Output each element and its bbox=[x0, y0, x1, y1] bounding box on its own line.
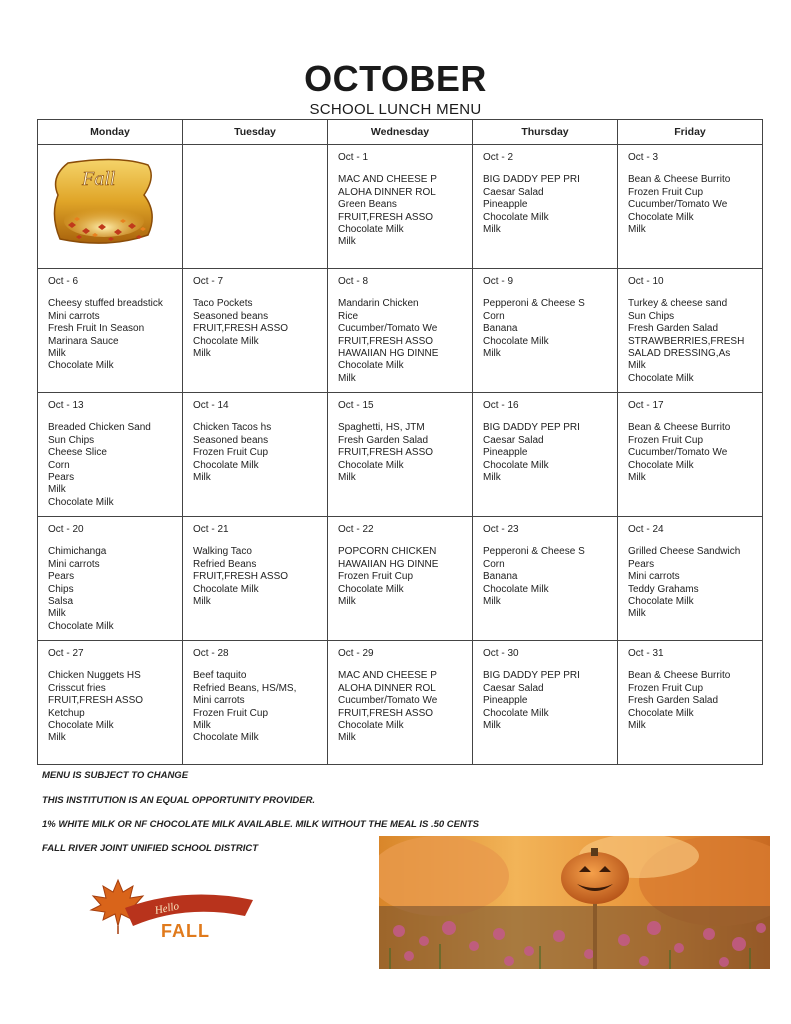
menu-item: Fresh Garden Salad bbox=[338, 434, 429, 446]
menu-day-cell bbox=[473, 393, 618, 517]
menu-date: Oct - 20 bbox=[48, 524, 84, 535]
menu-day-cell bbox=[38, 517, 183, 641]
menu-item: Grilled Cheese Sandwich bbox=[628, 546, 741, 558]
menu-item: Milk bbox=[48, 732, 66, 744]
menu-date: Oct - 28 bbox=[193, 648, 229, 659]
menu-item: Cucumber/Tomato We bbox=[628, 447, 728, 459]
menu-date: Oct - 6 bbox=[48, 276, 79, 287]
menu-day-cell bbox=[183, 269, 328, 393]
menu-item: HAWAIIAN HG DINNE bbox=[338, 558, 439, 570]
menu-item: Chocolate Milk bbox=[338, 720, 404, 732]
menu-day-cell bbox=[38, 641, 183, 765]
menu-item: Corn bbox=[48, 459, 70, 471]
footer-note-milk: 1% WHITE MILK OR NF CHOCOLATE MILK AVAILABLE. MILK WITHOUT THE MEAL IS .50 CENTS bbox=[42, 819, 479, 830]
menu-day-cell bbox=[328, 517, 473, 641]
menu-date: Oct - 23 bbox=[483, 524, 519, 535]
menu-item: Chocolate Milk bbox=[193, 583, 259, 595]
day-header-thursday: Thursday bbox=[473, 120, 618, 145]
menu-item: Corn bbox=[483, 310, 505, 322]
menu-item: Pineapple bbox=[483, 199, 528, 211]
menu-item: Chimichanga bbox=[48, 546, 107, 558]
menu-item: Bean & Cheese Burrito bbox=[628, 422, 731, 434]
menu-day-cell bbox=[328, 393, 473, 517]
menu-item: BIG DADDY PEP PRI bbox=[483, 174, 580, 186]
menu-item: Chocolate Milk bbox=[628, 596, 694, 608]
menu-item: Mini carrots bbox=[193, 695, 245, 707]
menu-item: Chocolate Milk bbox=[628, 459, 694, 471]
menu-date: Oct - 21 bbox=[193, 524, 229, 535]
menu-day-cell bbox=[618, 393, 763, 517]
menu-item: Chips bbox=[48, 583, 74, 595]
menu-week-row bbox=[38, 641, 763, 765]
menu-day-cell bbox=[473, 641, 618, 765]
menu-day-cell bbox=[328, 269, 473, 393]
fall-text: FALL bbox=[161, 921, 210, 941]
menu-item: Chicken Nuggets HS bbox=[48, 670, 141, 682]
menu-item: Bean & Cheese Burrito bbox=[628, 670, 731, 682]
menu-day-cell bbox=[473, 517, 618, 641]
menu-item: Milk bbox=[483, 348, 501, 360]
menu-day-cell bbox=[328, 145, 473, 269]
weekday-header-row bbox=[38, 120, 763, 145]
menu-date: Oct - 3 bbox=[628, 152, 659, 163]
menu-item: Chocolate Milk bbox=[483, 583, 549, 595]
menu-item: Frozen Fruit Cup bbox=[628, 434, 704, 446]
menu-item: Frozen Fruit Cup bbox=[193, 447, 269, 459]
menu-item: Milk bbox=[338, 472, 356, 484]
menu-date: Oct - 24 bbox=[628, 524, 664, 535]
menu-item: Caesar Salad bbox=[483, 682, 544, 694]
menu-item: Crisscut fries bbox=[48, 682, 106, 694]
menu-item: Corn bbox=[483, 558, 505, 570]
menu-item: FRUIT,FRESH ASSO bbox=[193, 323, 289, 335]
menu-day-cell bbox=[618, 145, 763, 269]
menu-date: Oct - 2 bbox=[483, 152, 514, 163]
day-header-tuesday: Tuesday bbox=[183, 120, 328, 145]
menu-item: Milk bbox=[628, 720, 646, 732]
menu-date: Oct - 7 bbox=[193, 276, 224, 287]
menu-item: Milk bbox=[193, 348, 211, 360]
menu-item: Caesar Salad bbox=[483, 434, 544, 446]
page-subtitle: SCHOOL LUNCH MENU bbox=[309, 101, 482, 118]
menu-item: Frozen Fruit Cup bbox=[338, 571, 414, 583]
menu-item: Chocolate Milk bbox=[193, 459, 259, 471]
menu-date: Oct - 16 bbox=[483, 400, 519, 411]
menu-date: Oct - 13 bbox=[48, 400, 84, 411]
menu-item: Cucumber/Tomato We bbox=[338, 323, 438, 335]
menu-item: Turkey & cheese sand bbox=[628, 298, 728, 310]
menu-item: Refried Beans bbox=[193, 558, 257, 570]
menu-day-cell bbox=[473, 145, 618, 269]
menu-item: Cucumber/Tomato We bbox=[628, 199, 728, 211]
menu-date: Oct - 27 bbox=[48, 648, 84, 659]
menu-item: Chocolate Milk bbox=[483, 459, 549, 471]
menu-item: Milk bbox=[338, 596, 356, 608]
menu-item: Fresh Garden Salad bbox=[628, 695, 719, 707]
menu-item: FRUIT,FRESH ASSO bbox=[193, 571, 289, 583]
menu-item: Pears bbox=[48, 571, 75, 583]
menu-item: Refried Beans, HS/MS, bbox=[193, 682, 297, 694]
menu-item: Chocolate Milk bbox=[48, 496, 114, 508]
menu-item: Seasoned beans bbox=[193, 310, 269, 322]
menu-date: Oct - 30 bbox=[483, 648, 519, 659]
menu-date: Oct - 9 bbox=[483, 276, 514, 287]
menu-item: Sun Chips bbox=[48, 434, 95, 446]
menu-week-row bbox=[38, 269, 763, 393]
menu-item: Pears bbox=[628, 558, 655, 570]
menu-item: Milk bbox=[628, 360, 646, 372]
menu-item: ALOHA DINNER ROL bbox=[338, 682, 436, 694]
menu-day-cell bbox=[38, 269, 183, 393]
menu-day-cell bbox=[618, 641, 763, 765]
pumpkin-photo bbox=[379, 836, 770, 969]
menu-item: Milk bbox=[628, 224, 646, 236]
menu-item: Milk bbox=[338, 236, 356, 248]
menu-date: Oct - 1 bbox=[338, 152, 369, 163]
menu-item: Chocolate Milk bbox=[483, 211, 549, 223]
menu-day-cell bbox=[183, 517, 328, 641]
menu-item: Cheese Slice bbox=[48, 447, 107, 459]
menu-item: Breaded Chicken Sand bbox=[48, 422, 151, 434]
menu-week-row bbox=[38, 517, 763, 641]
fall-badge-illustration bbox=[48, 155, 160, 250]
menu-item: Seasoned beans bbox=[193, 434, 269, 446]
menu-item: Banana bbox=[483, 323, 518, 335]
menu-week-row bbox=[38, 393, 763, 517]
menu-item: Cucumber/Tomato We bbox=[338, 695, 438, 707]
menu-date: Oct - 29 bbox=[338, 648, 374, 659]
menu-date: Oct - 8 bbox=[338, 276, 369, 287]
menu-item: Chocolate Milk bbox=[628, 372, 694, 384]
menu-item: Chocolate Milk bbox=[338, 224, 404, 236]
menu-item: Teddy Grahams bbox=[628, 583, 699, 595]
day-header-monday: Monday bbox=[38, 120, 183, 145]
menu-item: ALOHA DINNER ROL bbox=[338, 186, 436, 198]
empty-day-cell bbox=[183, 145, 328, 269]
menu-item: Pears bbox=[48, 472, 75, 484]
menu-item: Milk bbox=[193, 472, 211, 484]
menu-item: Chocolate Milk bbox=[48, 620, 114, 632]
menu-item: Chocolate Milk bbox=[483, 707, 549, 719]
menu-item: FRUIT,FRESH ASSO bbox=[338, 707, 434, 719]
menu-item: Milk bbox=[483, 472, 501, 484]
menu-item: SALAD DRESSING,As bbox=[628, 348, 731, 360]
menu-item: Walking Taco bbox=[193, 546, 252, 558]
menu-day-cell bbox=[473, 269, 618, 393]
menu-item: Caesar Salad bbox=[483, 186, 544, 198]
menu-item: Chocolate Milk bbox=[628, 707, 694, 719]
menu-item: HAWAIIAN HG DINNE bbox=[338, 348, 439, 360]
menu-item: Milk bbox=[338, 732, 356, 744]
menu-item: Chocolate Milk bbox=[338, 583, 404, 595]
menu-item: Fresh Fruit In Season bbox=[48, 323, 145, 335]
menu-item: Chocolate Milk bbox=[338, 360, 404, 372]
footer-district-name: FALL RIVER JOINT UNIFIED SCHOOL DISTRICT bbox=[42, 843, 259, 854]
menu-item: Chocolate Milk bbox=[48, 360, 114, 372]
menu-date: Oct - 22 bbox=[338, 524, 374, 535]
menu-day-cell bbox=[618, 269, 763, 393]
menu-item: Pineapple bbox=[483, 447, 528, 459]
menu-item: Bean & Cheese Burrito bbox=[628, 174, 731, 186]
menu-item: Milk bbox=[483, 224, 501, 236]
menu-item: Milk bbox=[48, 608, 66, 620]
menu-item: Ketchup bbox=[48, 707, 85, 719]
menu-item: Beef taquito bbox=[193, 670, 247, 682]
menu-date: Oct - 10 bbox=[628, 276, 664, 287]
menu-date: Oct - 14 bbox=[193, 400, 229, 411]
menu-item: Pepperoni & Cheese S bbox=[483, 298, 585, 310]
menu-day-cell bbox=[183, 641, 328, 765]
menu-day-cell bbox=[183, 393, 328, 517]
day-header-friday: Friday bbox=[618, 120, 763, 145]
menu-item: Mandarin Chicken bbox=[338, 298, 419, 310]
menu-date: Oct - 15 bbox=[338, 400, 374, 411]
menu-item: Milk bbox=[193, 596, 211, 608]
menu-item: Mini carrots bbox=[48, 310, 100, 322]
menu-item: Frozen Fruit Cup bbox=[628, 682, 704, 694]
menu-item: Mini carrots bbox=[628, 571, 680, 583]
menu-item: BIG DADDY PEP PRI bbox=[483, 670, 580, 682]
menu-item: Chocolate Milk bbox=[628, 211, 694, 223]
menu-item: Milk bbox=[483, 720, 501, 732]
menu-item: STRAWBERRIES,FRESH bbox=[628, 335, 745, 347]
menu-item: Rice bbox=[338, 310, 359, 322]
hello-text: Hello bbox=[153, 900, 181, 917]
menu-item: Frozen Fruit Cup bbox=[193, 707, 269, 719]
menu-item: BIG DADDY PEP PRI bbox=[483, 422, 580, 434]
menu-item: FRUIT,FRESH ASSO bbox=[48, 695, 144, 707]
menu-item: Chocolate Milk bbox=[193, 335, 259, 347]
menu-item: Milk bbox=[628, 608, 646, 620]
menu-item: Chocolate Milk bbox=[483, 335, 549, 347]
menu-item: Cheesy stuffed breadstick bbox=[48, 298, 163, 310]
menu-item: Milk bbox=[483, 596, 501, 608]
menu-item: Sun Chips bbox=[628, 310, 675, 322]
menu-item: Pineapple bbox=[483, 695, 528, 707]
menu-item: Milk bbox=[48, 484, 66, 496]
menu-item: MAC AND CHEESE P bbox=[338, 174, 437, 186]
footer-note-equal-opportunity: THIS INSTITUTION IS AN EQUAL OPPORTUNITY PROVIDER. bbox=[42, 795, 316, 806]
menu-item: Milk bbox=[338, 372, 356, 384]
menu-item: Banana bbox=[483, 571, 518, 583]
menu-item: Taco Pockets bbox=[193, 298, 253, 310]
menu-item: Pepperoni & Cheese S bbox=[483, 546, 585, 558]
menu-item: Marinara Sauce bbox=[48, 335, 119, 347]
menu-item: POPCORN CHICKEN bbox=[338, 546, 437, 558]
menu-item: Salsa bbox=[48, 596, 74, 608]
menu-day-cell bbox=[328, 641, 473, 765]
menu-day-cell bbox=[38, 393, 183, 517]
menu-item: Chocolate Milk bbox=[48, 720, 114, 732]
menu-item: MAC AND CHEESE P bbox=[338, 670, 437, 682]
menu-item: Spaghetti, HS, JTM bbox=[338, 422, 425, 434]
fall-badge-text: Fall bbox=[82, 168, 116, 190]
menu-item: FRUIT,FRESH ASSO bbox=[338, 211, 434, 223]
menu-item: Chocolate Milk bbox=[338, 459, 404, 471]
menu-date: Oct - 17 bbox=[628, 400, 664, 411]
menu-item: FRUIT,FRESH ASSO bbox=[338, 335, 434, 347]
menu-item: Chocolate Milk bbox=[193, 732, 259, 744]
menu-item: Milk bbox=[48, 348, 66, 360]
footer-note-change: MENU IS SUBJECT TO CHANGE bbox=[42, 770, 189, 781]
menu-item: Green Beans bbox=[338, 199, 397, 211]
menu-item: Milk bbox=[628, 472, 646, 484]
menu-day-cell bbox=[618, 517, 763, 641]
page-title: OCTOBER bbox=[304, 58, 487, 99]
menu-item: Chicken Tacos hs bbox=[193, 422, 272, 434]
menu-item: Milk bbox=[193, 720, 211, 732]
menu-date: Oct - 31 bbox=[628, 648, 664, 659]
menu-item: Fresh Garden Salad bbox=[628, 323, 719, 335]
hello-fall-graphic bbox=[85, 874, 270, 944]
menu-item: Frozen Fruit Cup bbox=[628, 186, 704, 198]
menu-item: FRUIT,FRESH ASSO bbox=[338, 447, 434, 459]
day-header-wednesday: Wednesday bbox=[328, 120, 473, 145]
menu-item: Mini carrots bbox=[48, 558, 100, 570]
